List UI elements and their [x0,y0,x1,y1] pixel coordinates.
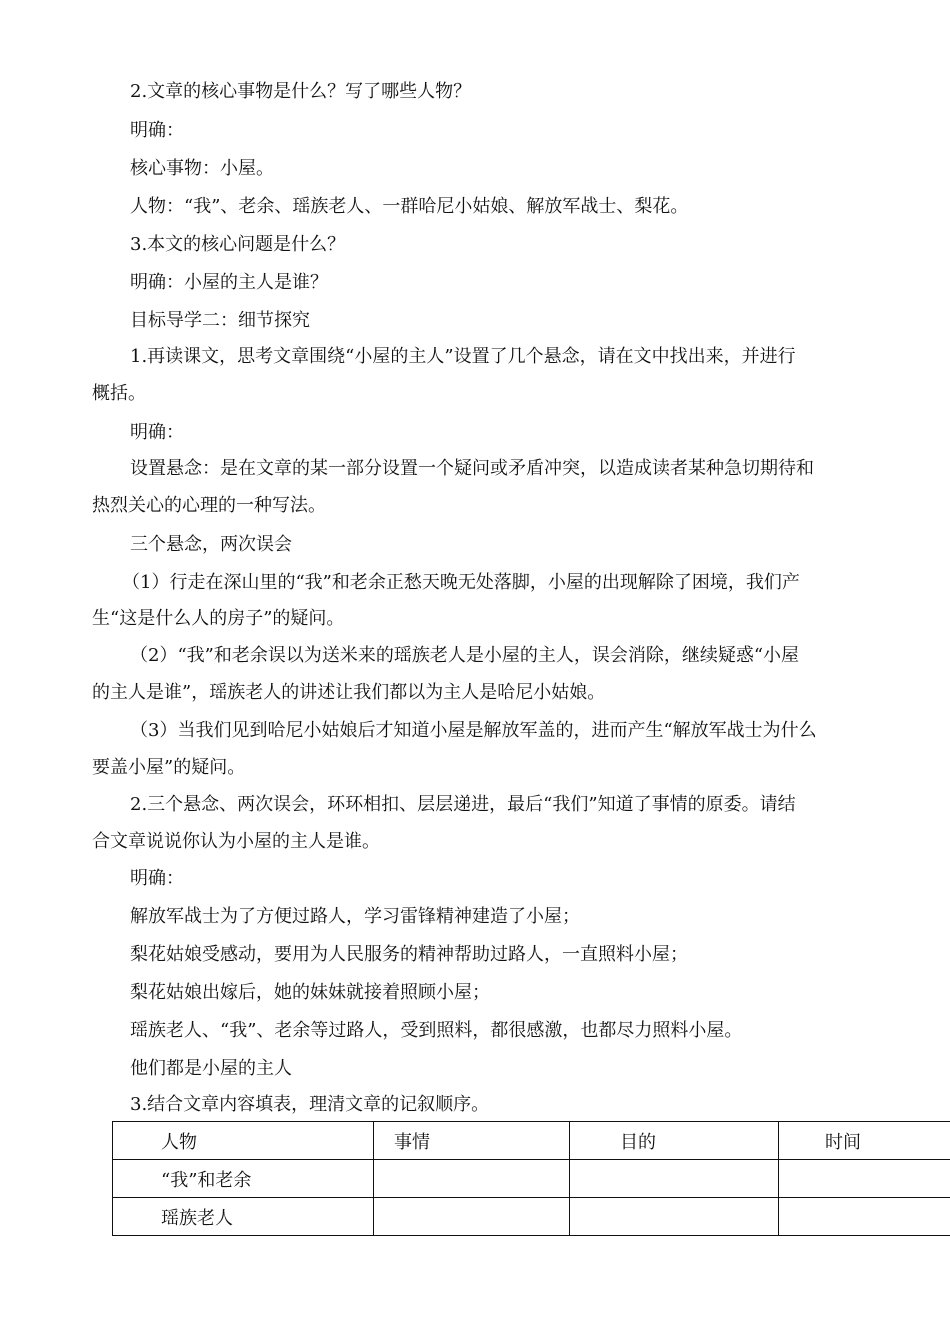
table-header-cell: 人物 [113,1122,374,1160]
text-line: （3）当我们见到哈尼小姑娘后才知道小屋是解放军盖的，进而产生“解放军战士为什么 [130,720,817,741]
text-line: 3.本文的核心问题是什么？ [130,234,346,255]
table-row [113,1198,950,1236]
table-header-cell: 事情 [374,1122,570,1160]
table-cell[interactable] [374,1160,570,1198]
table-cell[interactable] [374,1198,570,1236]
table-cell[interactable] [570,1160,779,1198]
text-line: 他们都是小屋的主人 [130,1058,292,1079]
text-line: 三个悬念，两次误会 [130,534,292,555]
table-header-cell: 目的 [570,1122,779,1160]
table-cell[interactable] [570,1198,779,1236]
text-line: （1）行走在深山里的“我”和老余正愁天晚无处落脚，小屋的出现解除了困境，我们产 [122,572,800,593]
section-heading: 目标导学二：细节探究 [130,310,310,331]
table-cell[interactable] [779,1198,950,1236]
order-table [112,1121,950,1236]
text-line: 明确： [130,422,184,443]
table-header-cell: 时间 [779,1122,950,1160]
text-line: 2.文章的核心事物是什么？写了哪些人物？ [130,81,472,102]
table-row [113,1160,950,1198]
text-line: 设置悬念：是在文章的某一部分设置一个疑问或矛盾冲突，以造成读者某种急切期待和 [130,458,814,479]
text-line: 明确： [130,120,184,141]
text-line: 2.三个悬念、两次误会，环环相扣、层层递进，最后“我们”知道了事情的原委。请结 [130,794,796,815]
text-line: 梨花姑娘出嫁后，她的妹妹就接着照顾小屋； [130,982,490,1003]
text-line: 梨花姑娘受感动，要用为人民服务的精神帮助过路人，一直照料小屋； [130,944,688,965]
text-line: 核心事物：小屋。 [130,158,274,179]
text-line: 明确：小屋的主人是谁？ [130,272,328,293]
text-line: （2）“我”和老余误以为送米来的瑶族老人是小屋的主人，误会消除，继续疑惑“小屋 [130,645,800,666]
text-line: 3.结合文章内容填表，理清文章的记叙顺序。 [130,1094,490,1115]
table-cell[interactable] [779,1160,950,1198]
text-line: 合文章说说你认为小屋的主人是谁。 [92,831,380,852]
table-header-row [113,1122,950,1160]
text-line: 概括。 [92,383,146,404]
text-line: 热烈关心的心理的一种写法。 [92,495,326,516]
table-cell: “我”和老余 [113,1160,374,1198]
text-line: 人物：“我”、老余、瑶族老人、一群哈尼小姑娘、解放军战士、梨花。 [130,196,689,217]
text-line: 要盖小屋”的疑问。 [92,757,246,778]
text-line: 生“这是什么人的房子”的疑问。 [92,608,345,629]
text-line: 的主人是谁”，瑶族老人的讲述让我们都以为主人是哈尼小姑娘。 [92,682,606,703]
text-line: 明确： [130,868,184,889]
text-line: 瑶族老人、“我”、老余等过路人，受到照料，都很感激，也都尽力照料小屋。 [130,1020,743,1041]
text-line: 1.再读课文，思考文章围绕“小屋的主人”设置了几个悬念，请在文中找出来，并进行 [130,346,796,367]
text-line: 解放军战士为了方便过路人，学习雷锋精神建造了小屋； [130,906,580,927]
table-cell: 瑶族老人 [113,1198,374,1236]
